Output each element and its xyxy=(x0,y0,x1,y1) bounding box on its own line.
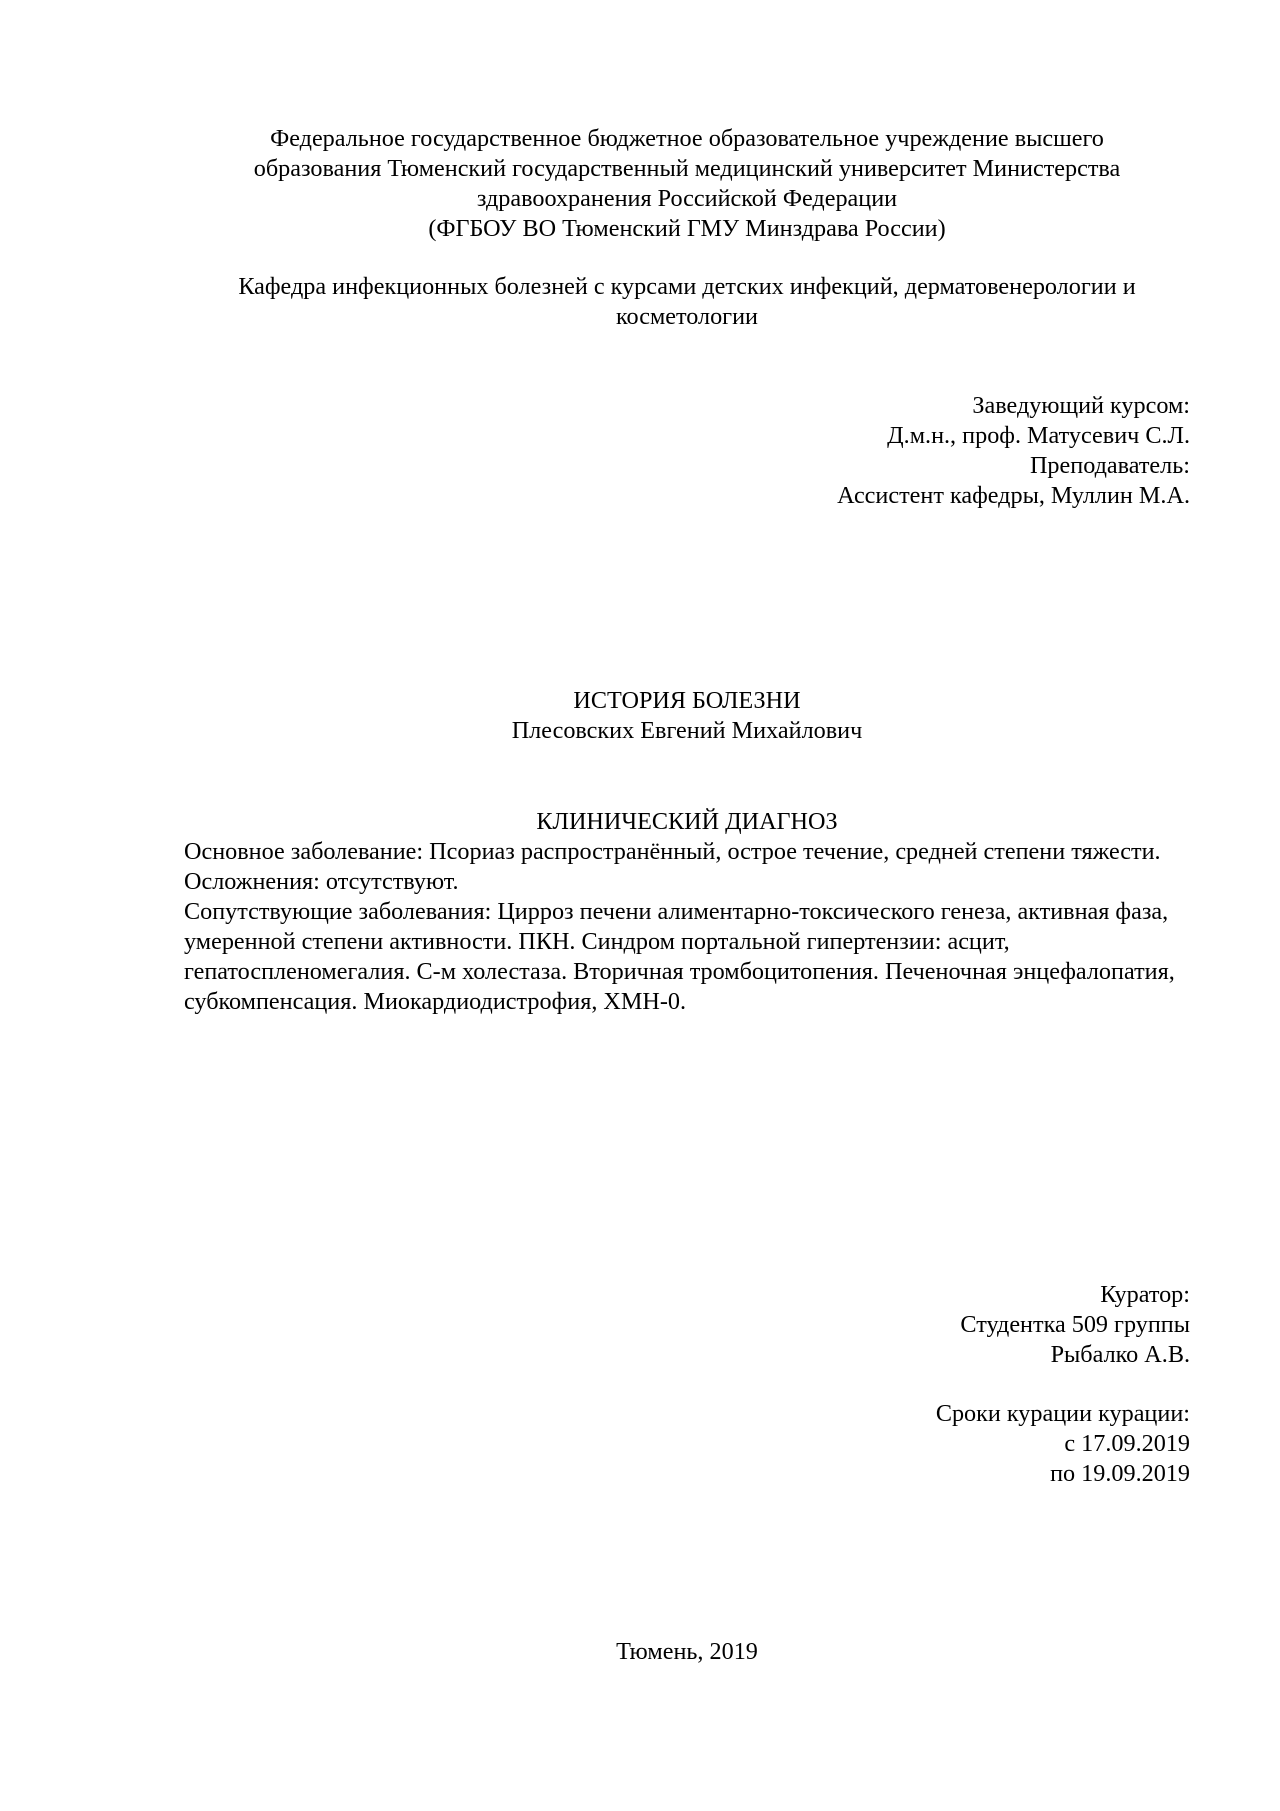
institution-line: здравоохранения Российской Федерации xyxy=(476,185,898,212)
city-year: Тюмень, 2019 xyxy=(616,1638,758,1665)
curator-name: Рыбалко А.В. xyxy=(1050,1341,1190,1368)
institution-header xyxy=(184,124,1190,244)
teacher-label: Преподаватель: xyxy=(1029,452,1190,479)
institution-line: образования Тюменский государственный медицинский университет Министерства xyxy=(253,155,1121,182)
department-header xyxy=(184,272,1190,332)
teacher-name: Ассистент кафедры, Муллин М.А. xyxy=(837,482,1190,509)
diagnosis-title: КЛИНИЧЕСКИЙ ДИАГНОЗ xyxy=(536,808,838,835)
curator-block xyxy=(184,1280,1190,1370)
curator-label: Куратор: xyxy=(1100,1281,1190,1308)
curation-period-block xyxy=(184,1399,1190,1489)
document-title: ИСТОРИЯ БОЛЕЗНИ xyxy=(573,687,801,714)
curation-start-date: с 17.09.2019 xyxy=(1064,1430,1190,1457)
department-line: косметологии xyxy=(616,303,758,330)
institution-line: Федеральное государственное бюджетное образовательное учреждение высшего xyxy=(270,125,1104,152)
complications: Осложнения: отсутствуют. xyxy=(184,868,459,895)
department-line: Кафедра инфекционных болезней с курсами детских инфекций, дерматовенерологии и xyxy=(238,273,1136,300)
head-of-course-name: Д.м.н., проф. Матусевич С.Л. xyxy=(887,422,1190,449)
curator-group: Студентка 509 группы xyxy=(960,1311,1190,1338)
main-disease: Основное заболевание: Псориаз распространённый, острое течение, средней степени тяжести. xyxy=(184,838,1161,865)
history-title-block xyxy=(184,686,1190,746)
curation-period-label: Сроки курации курации: xyxy=(935,1400,1190,1427)
head-of-course-label: Заведующий курсом: xyxy=(972,392,1190,419)
curation-end-date: по 19.09.2019 xyxy=(1050,1460,1190,1487)
footer xyxy=(184,1637,1190,1667)
patient-name: Плесовских Евгений Михайлович xyxy=(511,717,863,744)
comorbid-diseases: Сопутствующие заболевания: Цирроз печени алиментарно-токсического генеза, активная фаза, умеренной степени активности. ПКН. Синдром портальной гипертензии: асцит, гепатоспленомегалия. С-м холестаза. Вторичная тромбоцитопения. Печеночная энцефалопатия, субкомпенсация. Миокардиодистрофия, ХМН-0. xyxy=(184,898,1175,1015)
institution-abbreviation: (ФГБОУ ВО Тюменский ГМУ Минздрава России) xyxy=(428,215,946,242)
supervisors-block xyxy=(184,391,1190,511)
clinical-diagnosis-block xyxy=(184,807,1190,1017)
